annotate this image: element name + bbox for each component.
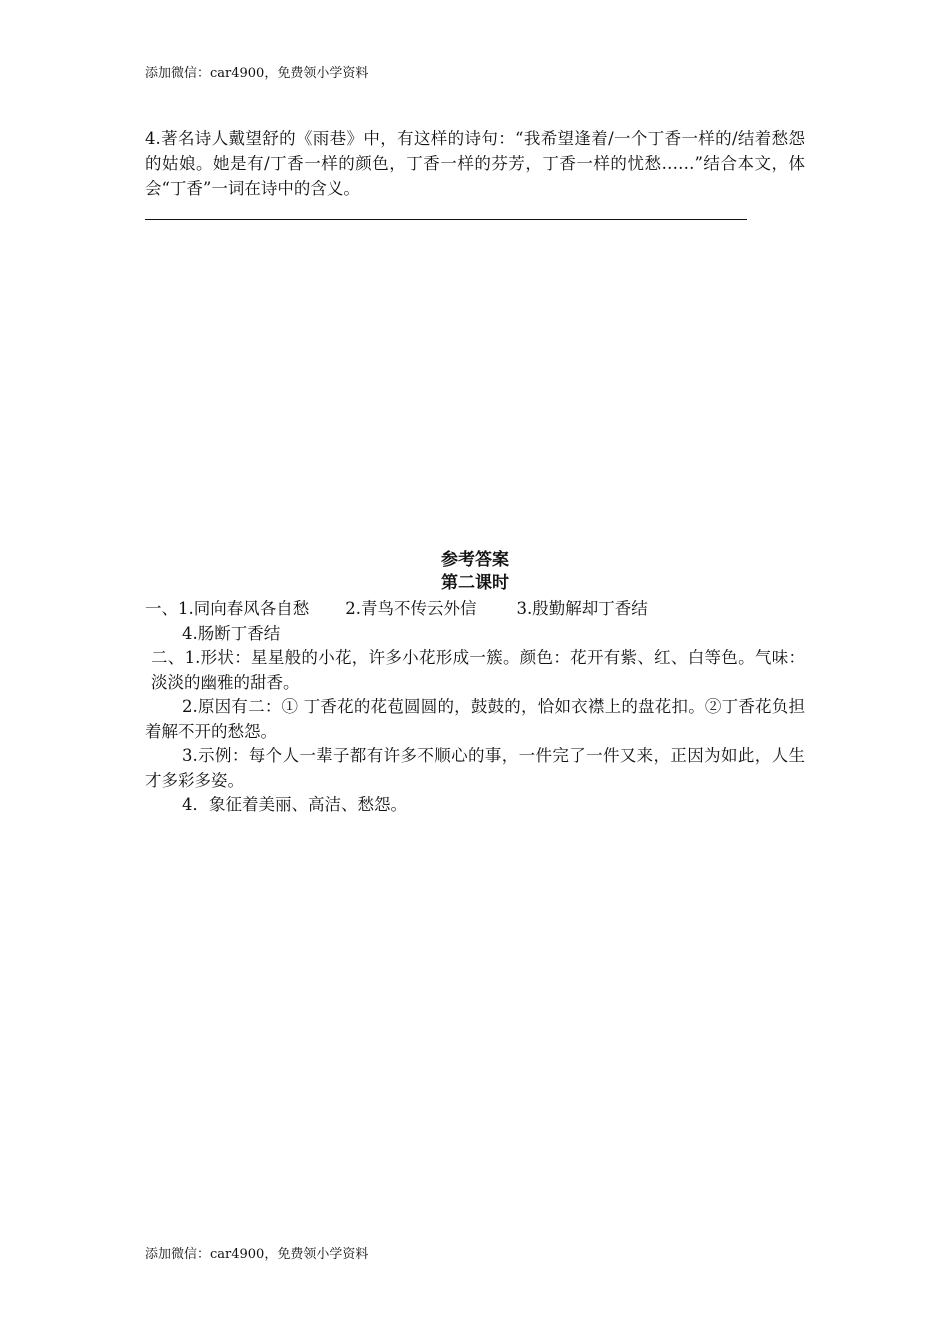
- part2-item4: 4．象征着美丽、高洁、愁怨。: [182, 795, 407, 814]
- part1-item2: 2.青鸟不传云外信: [345, 599, 477, 618]
- part1-item1: 一、1.同向春风各自愁: [145, 599, 310, 618]
- footer-note: 添加微信：car4900，免费领小学资料: [145, 1247, 369, 1262]
- answer-body: [145, 597, 805, 818]
- part2-item3: 3.示例：每个人一辈子都有许多不顺心的事，一件完了一件又来，正因为如此，人生才多彩多姿。: [145, 746, 805, 790]
- part2-item2: 2.原因有二：① 丁香花的花苞圆圆的，鼓鼓的，恰如衣襟上的盘花扣。②丁香花负担着解不开的愁怨。: [145, 697, 805, 741]
- part2-item1: 二、1.形状：星星般的小花，许多小花形成一簇。颜色：花开有紫、红、白等色。气味：淡淡的幽雅的甜香。: [151, 648, 805, 692]
- lesson-subtitle: 第二课时: [441, 573, 509, 593]
- header-note: 添加微信：car4900，免费领小学资料: [145, 66, 369, 81]
- part1-row: [145, 597, 805, 622]
- part1-item3: 3.殷勤解却丁香结: [516, 599, 648, 618]
- answer-key-title: 参考答案: [441, 550, 509, 570]
- question-4: 4.著名诗人戴望舒的《雨巷》中，有这样的诗句：“我希望逢着/一个丁香一样的/结着愁怨的姑娘。她是有/丁香一样的颜色，丁香一样的芬芳，丁香一样的忧愁……”结合本文，体会“丁香”一词在诗中的含义。: [145, 129, 805, 198]
- part1-item4: 4.肠断丁香结: [182, 623, 281, 643]
- answer-blank-line: [145, 219, 747, 220]
